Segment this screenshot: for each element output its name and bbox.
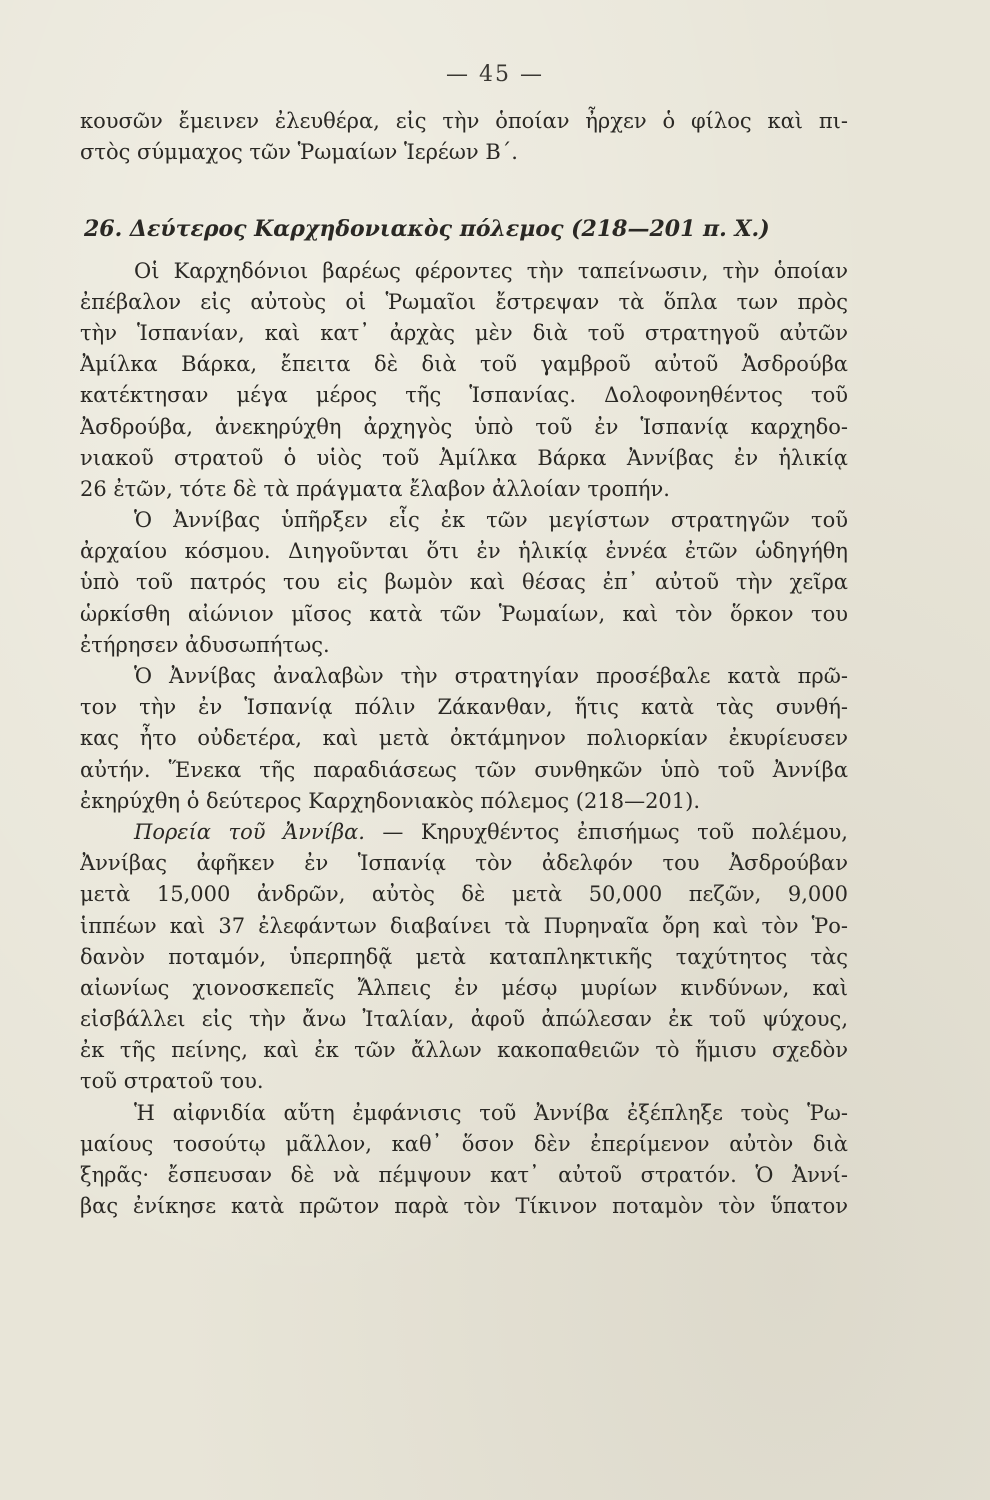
text-line: δανὸν ποταμόν, ὑπερπηδᾷ μετὰ καταπληκτικῆς ταχύτητος τὰς <box>80 944 848 969</box>
text-line: Ἀννίβας ἀφῆκεν ἐν Ἱσπανίᾳ τὸν ἀδελφόν του Ἀσδρούβαν <box>80 851 848 876</box>
text-line: τοῦ στρατοῦ του. <box>80 1069 264 1094</box>
text-line: αὐτήν. Ἕνεκα τῆς παραδιάσεως τῶν συνθηκῶν ὑπὸ τοῦ Ἀννίβα <box>80 757 848 782</box>
text-line: Ἀμίλκα Βάρκα, ἔπειτα δὲ διὰ τοῦ γαμβροῦ αὐτοῦ Ἀσδρούβα <box>80 352 848 377</box>
text-line: κουσῶν ἔμεινεν ἐλευθέρα, εἰς τὴν ὁποίαν ἦρχεν ὁ φίλος καὶ πι- <box>80 109 848 133</box>
text-line: μαίους τοσούτῳ μᾶλλον, καθ᾽ ὅσον δὲν ἐπερίμενον αὐτὸν διὰ <box>80 1131 848 1156</box>
text-line: τὴν Ἱσπανίαν, καὶ κατ᾽ ἀρχὰς μὲν διὰ τοῦ στρατηγοῦ αὐτῶν <box>80 320 848 345</box>
text-line: Ὁ Ἀννίβας ὑπῆρξεν εἷς ἐκ τῶν μεγίστων στρατηγῶν τοῦ <box>134 508 848 533</box>
text-line: Ἀσδρούβα, ἀνεκηρύχθη ἀρχηγὸς ὑπὸ τοῦ ἐν Ἱσπανίᾳ καρχηδο- <box>80 414 848 439</box>
text-line: ἐτήρησεν ἀδυσωπήτως. <box>80 632 330 657</box>
page-text <box>80 106 848 1222</box>
text-line: ἐκ τῆς πείνης, καὶ ἐκ τῶν ἄλλων κακοπαθειῶν τὸ ἥμισυ σχεδὸν <box>80 1038 848 1063</box>
text-line: στὸς σύμμαχος τῶν Ῥωμαίων Ἱερέων Β΄. <box>80 140 518 165</box>
text-line: Ἡ αἰφνιδία αὕτη ἐμφάνισις τοῦ Ἀννίβα ἐξέπληξε τοὺς Ῥω- <box>134 1100 848 1125</box>
text-line-rest: — Κηρυχθέντος ἐπισήμως τοῦ πολέμου, <box>364 819 848 844</box>
text-line: μετὰ 15,000 ἀνδρῶν, αὐτὸς δὲ μετὰ 50,000 πεζῶν, 9,000 <box>80 882 848 907</box>
text-line <box>80 817 848 848</box>
text-line: ἐπέβαλον εἰς αὐτοὺς οἱ Ῥωμαῖοι ἔστρεψαν τὰ ὅπλα των πρὸς <box>80 289 848 314</box>
text-line: κατέκτησαν μέγα μέρος τῆς Ἱσπανίας. Δολοφονηθέντος τοῦ <box>80 383 848 408</box>
subsection-title: Πορεία τοῦ Ἀννίβα. <box>134 819 365 844</box>
text-line: τον τὴν ἐν Ἱσπανίᾳ πόλιν Ζάκανθαν, ἥτις κατὰ τὰς συνθή- <box>80 695 848 720</box>
text-line: αἰωνίως χιονοσκεπεῖς Ἄλπεις ἐν μέσῳ μυρίων κινδύνων, καὶ <box>80 975 848 1000</box>
text-line: βας ἐνίκησε κατὰ πρῶτον παρὰ τὸν Τίκινον ποταμὸν τὸν ὕπατον <box>80 1194 848 1219</box>
text-line: εἰσβάλλει εἰς τὴν ἄνω Ἰταλίαν, ἀφοῦ ἀπώλεσαν ἐκ τοῦ ψύχους, <box>80 1007 848 1032</box>
text-line: ἐκηρύχθη ὁ δεύτερος Καρχηδονιακὸς πόλεμος (218—201). <box>80 788 701 813</box>
text-line: κας ἦτο οὐδετέρα, καὶ μετὰ ὀκτάμηνον πολιορκίαν ἐκυρίευσεν <box>80 726 848 751</box>
text-line: νιακοῦ στρατοῦ ὁ υἱὸς τοῦ Ἀμίλκα Βάρκα Ἀννίβας ἐν ἡλικίᾳ <box>80 445 848 470</box>
text-line: ξηρᾶς· ἔσπευσαν δὲ νὰ πέμψουν κατ᾽ αὐτοῦ στρατόν. Ὁ Ἀννί- <box>80 1163 848 1187</box>
text-line: ὡρκίσθη αἰώνιον μῖσος κατὰ τῶν Ῥωμαίων, καὶ τὸν ὅρκον του <box>80 601 848 626</box>
text-line: Οἱ Καρχηδόνιοι βαρέως φέροντες τὴν ταπείνωσιν, τὴν ὁποίαν <box>134 258 848 283</box>
section-heading: 26. Δεύτερος Καρχηδονιακὸς πόλεμος (218—201 π. Χ.) <box>84 216 770 243</box>
text-line: ὑπὸ τοῦ πατρός του εἰς βωμὸν καὶ θέσας ἐπ᾽ αὐτοῦ τὴν χεῖρα <box>80 570 848 595</box>
text-line: 26 ἐτῶν, τότε δὲ τὰ πράγματα ἔλαβον ἀλλοίαν τροπήν. <box>80 476 670 501</box>
text-line: ἱππέων καὶ 37 ἐλεφάντων διαβαίνει τὰ Πυρηναῖα ὄρη καὶ τὸν Ῥο- <box>80 913 848 938</box>
page-number: — 45 — <box>446 62 544 87</box>
text-line: ἀρχαίου κόσμου. Διηγοῦνται ὅτι ἐν ἡλικίᾳ ἐννέα ἐτῶν ὡδηγήθη <box>80 539 848 564</box>
text-line: Ὁ Ἀννίβας ἀναλαβὼν τὴν στρατηγίαν προσέβαλε κατὰ πρῶ- <box>134 664 848 688</box>
